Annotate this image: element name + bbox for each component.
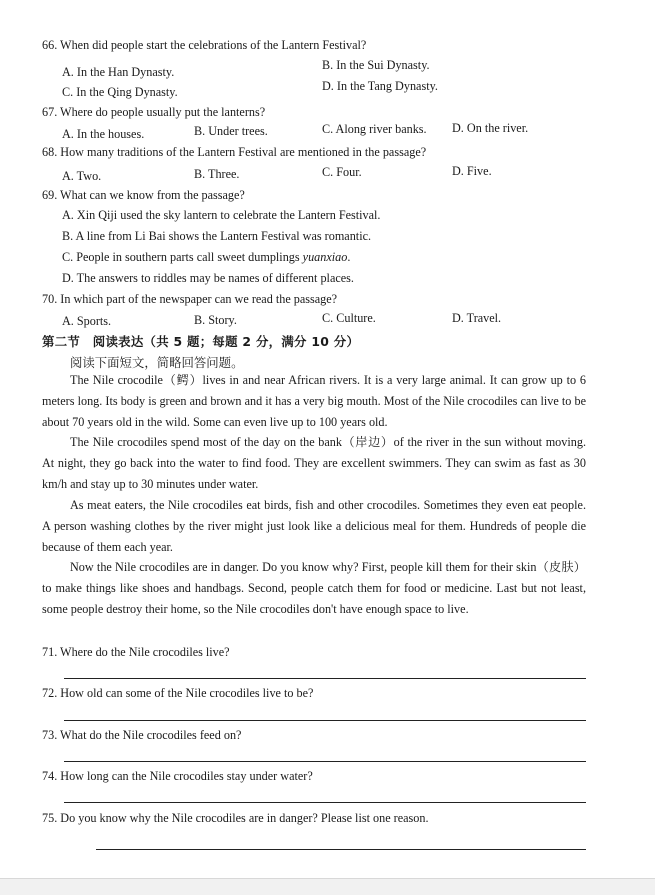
question-73: 73. What do the Nile crocodiles feed on?	[42, 728, 242, 742]
passage-paragraph-2	[42, 432, 586, 494]
question-69-option-c	[62, 250, 350, 265]
passage-paragraph-2-text: The Nile crocodiles spend most of the day on the bank（岸边）of the river in the sun without moving. At night, they go back into the water to find food. They are excellent swimmers. They can swim as fast as 30 km/h and stay up to 30 minutes under water.	[42, 435, 586, 491]
question-66-stem: 66. When did people start the celebrations of the Lantern Festival?	[42, 38, 367, 52]
answer-line-71[interactable]	[64, 678, 586, 679]
question-70-option-a: A. Sports.	[62, 314, 112, 328]
yuanxiao-term: yuanxiao	[302, 250, 348, 264]
answer-line-75[interactable]	[96, 849, 586, 850]
question-66-option-c: C. In the Qing Dynasty.	[62, 85, 178, 99]
question-70-option-c: C. Culture.	[322, 311, 376, 325]
question-66-option-a: A. In the Han Dynasty.	[62, 65, 175, 79]
question-67-option-b: B. Under trees.	[194, 124, 268, 138]
question-68-option-c: C. Four.	[322, 165, 362, 179]
question-67-option-a: A. In the houses.	[62, 127, 145, 141]
passage-paragraph-4-text: Now the Nile crocodiles are in danger. Do you know why? First, people kill them for their skin（皮肤）to make things like shoes and handbags. Second, people catch them for food or medicine. Last but not least, some people destroy their home, so the Nile crocodiles don't have enough space to live.	[42, 560, 586, 616]
answer-line-74[interactable]	[64, 802, 586, 803]
passage-paragraph-1-text: The Nile crocodile（鳄）lives in and near African rivers. It is a very large animal. It can grow up to 6 meters long. Its body is green and brown and it has a very big mouth. Most of the Nile crocodiles can live to be about 70 years old in the wild. Some can even live up to 100 years old.	[42, 373, 586, 429]
answer-line-72[interactable]	[64, 720, 586, 721]
page-bottom-edge	[0, 878, 655, 895]
question-68-option-b: B. Three.	[194, 167, 240, 181]
question-70-option-d: D. Travel.	[452, 311, 502, 325]
question-71: 71. Where do the Nile crocodiles live?	[42, 645, 230, 659]
question-66-option-d: D. In the Tang Dynasty.	[322, 79, 438, 93]
question-74: 74. How long can the Nile crocodiles stay under water?	[42, 769, 313, 783]
question-69-option-b: B. A line from Li Bai shows the Lantern Festival was romantic.	[62, 229, 372, 243]
answer-line-73[interactable]	[64, 761, 586, 762]
question-68-stem: 68. How many traditions of the Lantern Festival are mentioned in the passage?	[42, 145, 427, 159]
question-67-option-d: D. On the river.	[452, 121, 529, 135]
section-instruction: 阅读下面短文，简略回答问题。	[70, 355, 244, 370]
question-66-option-b: B. In the Sui Dynasty.	[322, 58, 430, 72]
question-75: 75. Do you know why the Nile crocodiles are in danger? Please list one reason.	[42, 811, 429, 825]
question-70-stem: 70. In which part of the newspaper can we read the passage?	[42, 292, 338, 306]
passage-paragraph-1	[42, 370, 586, 432]
passage-paragraph-3	[42, 495, 586, 557]
question-67-option-c: C. Along river banks.	[322, 122, 427, 136]
passage-paragraph-4	[42, 557, 586, 619]
question-68-option-d: D. Five.	[452, 164, 492, 178]
question-69-option-a: A. Xin Qiji used the sky lantern to celebrate the Lantern Festival.	[62, 208, 381, 222]
question-69-option-d: D. The answers to riddles may be names of different places.	[62, 271, 354, 285]
question-67-stem: 67. Where do people usually put the lanterns?	[42, 105, 266, 119]
question-70-option-b: B. Story.	[194, 313, 237, 327]
question-69-stem: 69. What can we know from the passage?	[42, 188, 245, 202]
question-69-option-c-text: C. People in southern parts call sweet dumplings	[62, 250, 303, 264]
section-title: 第二节 阅读表达（共 5 题；每题 2 分，满分 10 分）	[42, 334, 360, 349]
question-69-option-c-end: .	[347, 250, 351, 264]
question-68-option-a: A. Two.	[62, 169, 102, 183]
passage-paragraph-3-text: As meat eaters, the Nile crocodiles eat birds, fish and other crocodiles. Sometimes they even eat people. A person washing clothes by the river might just look like a delicious meal for them. Hundreds of people die because of them each year.	[42, 498, 586, 554]
question-72: 72. How old can some of the Nile crocodiles live to be?	[42, 686, 314, 700]
